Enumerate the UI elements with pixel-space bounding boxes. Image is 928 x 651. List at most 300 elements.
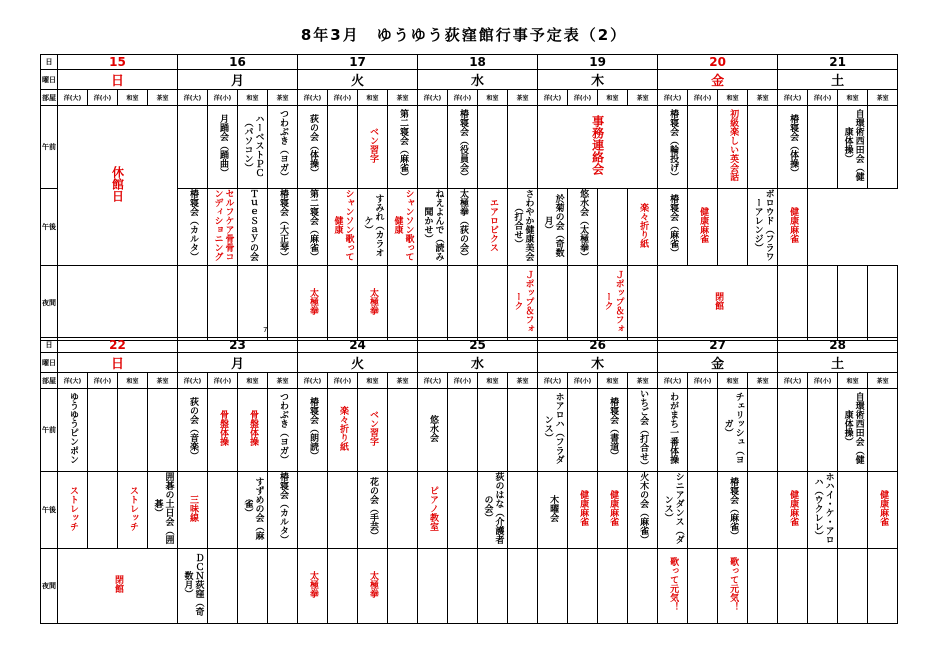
schedule-cell <box>778 189 808 266</box>
event-label: 椿寝会（大正琴） <box>278 189 289 261</box>
schedule-cell <box>748 389 778 472</box>
event-label: ホハイ・ケ・アロハ（ウクレレ） <box>812 472 834 544</box>
event-label: 健康麻雀 <box>788 207 799 243</box>
room-header: 茶室 <box>628 90 658 106</box>
room-header: 茶室 <box>388 90 418 106</box>
room-header: 茶室 <box>628 373 658 389</box>
schedule-cell <box>358 266 388 341</box>
schedule-cell <box>238 189 268 266</box>
event-label: ゆうゆうピンポン <box>68 392 78 464</box>
day-number: 21 <box>778 55 898 70</box>
room-header: 茶室 <box>388 373 418 389</box>
schedule-cell <box>58 106 178 266</box>
schedule-cell <box>838 266 868 341</box>
event-label: 楽々折り紙 <box>338 405 349 451</box>
weekday-label: 土 <box>778 70 898 90</box>
schedule-cell <box>478 189 508 266</box>
event-label: ピアノ教室 <box>428 485 439 531</box>
schedule-cell <box>208 266 238 341</box>
room-header: 和室 <box>358 90 388 106</box>
schedule-cell <box>508 106 538 189</box>
row-label: 部屋 <box>41 90 58 106</box>
event-label: わがまち一番体操 <box>668 392 679 464</box>
schedule-cell <box>298 106 328 189</box>
row-label: 部屋 <box>41 373 58 389</box>
event-label: ベン習字 <box>368 410 379 446</box>
schedule-cell <box>688 549 718 624</box>
row-label: 日 <box>41 338 58 353</box>
schedule-cell <box>418 266 448 341</box>
page-title: 8年3月 ゆうゆう荻窪館行事予定表（2） <box>300 26 628 44</box>
room-header: 茶室 <box>268 373 298 389</box>
weekday-label: 月 <box>178 353 298 373</box>
room-header: 洋(大) <box>538 90 568 106</box>
room-header: 和室 <box>238 373 268 389</box>
schedule-cell <box>568 549 598 624</box>
schedule-cell <box>778 389 808 472</box>
event-label: 椿寝会（カルタ） <box>188 189 199 261</box>
schedule-cell <box>688 189 718 266</box>
period-row <box>41 549 898 624</box>
period-row <box>41 472 898 549</box>
schedule-cell <box>538 389 568 472</box>
event-label: 三味線 <box>188 494 199 522</box>
event-label: 荻の会（体操） <box>308 113 319 177</box>
room-header: 洋(大) <box>778 373 808 389</box>
day-number: 23 <box>178 338 298 353</box>
event-label: ストレッチ <box>68 485 78 531</box>
schedule-cell <box>118 389 148 472</box>
weekday-label: 木 <box>538 70 658 90</box>
schedule-cell <box>838 389 868 472</box>
schedule-cell <box>508 266 538 341</box>
schedule-cell <box>208 106 238 189</box>
schedule-cell <box>208 389 238 472</box>
room-header: 洋(小) <box>448 373 478 389</box>
event-label: 健康麻雀 <box>698 207 709 243</box>
row-label: 夜間 <box>41 266 58 341</box>
event-label: 椿寝会（役員会） <box>458 109 469 181</box>
schedule-cell <box>808 472 838 549</box>
event-label: 木曜会 <box>548 494 559 522</box>
room-header: 洋(大) <box>658 373 688 389</box>
event-label: シニアダンス（ダンス） <box>662 472 684 544</box>
schedule-cell <box>568 472 598 549</box>
schedule-cell <box>448 189 478 266</box>
room-header: 茶室 <box>748 373 778 389</box>
schedule-cell <box>478 472 508 549</box>
schedule-cell <box>658 266 778 341</box>
schedule-cell <box>718 189 748 266</box>
room-header: 洋(大) <box>418 90 448 106</box>
schedule-cell <box>778 549 808 624</box>
day-number: 28 <box>778 338 898 353</box>
period-row <box>41 389 898 472</box>
room-header: 茶室 <box>868 90 898 106</box>
room-row <box>41 373 898 389</box>
schedule-cell <box>478 549 508 624</box>
event-label: 太極拳 <box>368 570 379 598</box>
schedule-cell <box>268 189 298 266</box>
schedule-cell <box>838 472 868 549</box>
room-header: 洋(小) <box>808 90 838 106</box>
row-label: 曜日 <box>41 70 58 90</box>
weekday-label: 水 <box>418 353 538 373</box>
schedule-cell <box>508 189 538 266</box>
row-label: 午後 <box>41 189 58 266</box>
day-row <box>41 55 898 70</box>
schedule-cell <box>178 472 208 549</box>
schedule-cell <box>538 549 568 624</box>
schedule-cell <box>268 106 298 189</box>
room-header: 和室 <box>238 90 268 106</box>
schedule-cell <box>598 189 628 266</box>
schedule-cell <box>328 549 358 624</box>
event-label: 健康麻雀 <box>608 490 619 526</box>
event-label: ストレッチ <box>128 485 138 531</box>
schedule-cell <box>808 106 838 189</box>
room-header: 洋(小) <box>448 90 478 106</box>
weekday-label: 月 <box>178 70 298 90</box>
row-label: 午前 <box>41 389 58 472</box>
schedule-cell <box>508 389 538 472</box>
event-label: 楽々折り紙 <box>638 202 649 248</box>
event-label: 健康麻雀 <box>878 490 889 526</box>
event-label: 第二寝会（麻雀） <box>398 109 409 181</box>
schedule-cell <box>418 472 448 549</box>
event-label: 椿寝会（カルタ） <box>278 472 289 544</box>
event-label: 花の会（手芸） <box>368 476 379 540</box>
room-header: 茶室 <box>148 90 178 106</box>
schedule-cell <box>328 266 358 341</box>
room-header: 洋(小) <box>808 373 838 389</box>
schedule-cell <box>868 106 898 189</box>
schedule-cell <box>628 266 658 341</box>
schedule-cell <box>688 472 718 549</box>
room-header: 茶室 <box>268 90 298 106</box>
event-label: 椿寝会（朗読） <box>308 396 319 460</box>
row-label: 夜間 <box>41 549 58 624</box>
room-header: 洋(小) <box>328 90 358 106</box>
event-label: 荻の会（音楽） <box>188 396 199 460</box>
schedule-cell <box>268 389 298 472</box>
event-label: 閉館 <box>113 575 123 593</box>
schedule-cell <box>448 266 478 341</box>
schedule-cell <box>778 106 808 189</box>
event-label: 骨盤体操 <box>248 410 259 446</box>
schedule-cell <box>358 389 388 472</box>
schedule-cell <box>748 549 778 624</box>
room-header: 洋(大) <box>58 90 88 106</box>
room-header: 和室 <box>358 373 388 389</box>
row-label: 午前 <box>41 106 58 189</box>
event-label: 椿寝会（麻雀） <box>728 476 739 540</box>
schedule-cell <box>148 472 178 549</box>
event-label: 骨盤体操 <box>218 410 229 446</box>
schedule-cell <box>388 266 418 341</box>
schedule-cell <box>208 472 238 549</box>
schedule-cell <box>628 389 658 472</box>
day-number: 15 <box>58 55 178 70</box>
room-header: 和室 <box>838 90 868 106</box>
room-header: 和室 <box>118 90 148 106</box>
period-row <box>41 266 898 341</box>
event-label: 健康麻雀 <box>788 490 799 526</box>
schedule-cell <box>298 266 328 341</box>
schedule-cell <box>388 106 418 189</box>
schedule-cell <box>598 472 628 549</box>
schedule-cell <box>778 472 808 549</box>
schedule-week-2 <box>40 337 898 624</box>
room-header: 茶室 <box>508 90 538 106</box>
row-label: 日 <box>41 55 58 70</box>
room-header: 和室 <box>598 90 628 106</box>
event-label: すみれ（カラオケ） <box>362 193 384 257</box>
day-number: 25 <box>418 338 538 353</box>
room-header: 洋(小) <box>688 373 718 389</box>
schedule-cell <box>238 472 268 549</box>
schedule-cell <box>868 389 898 472</box>
weekday-label: 水 <box>418 70 538 90</box>
day-number: 16 <box>178 55 298 70</box>
schedule-cell <box>388 549 418 624</box>
room-header: 洋(小) <box>568 373 598 389</box>
schedule-cell <box>448 389 478 472</box>
room-header: 洋(小) <box>568 90 598 106</box>
schedule-cell <box>508 549 538 624</box>
event-label: セルフケア骨骨コンディショニング <box>212 189 234 261</box>
schedule-cell <box>418 106 448 189</box>
schedule-cell <box>568 389 598 472</box>
event-label: 第二寝会（麻雀） <box>308 189 319 261</box>
schedule-cell <box>298 472 328 549</box>
schedule-cell <box>538 189 568 266</box>
event-label: すずめの会（麻雀） <box>242 476 264 540</box>
schedule-cell <box>178 189 208 266</box>
room-header: 洋(大) <box>418 373 448 389</box>
weekday-label: 土 <box>778 353 898 373</box>
schedule-cell <box>838 549 868 624</box>
schedule-cell <box>478 389 508 472</box>
schedule-cell <box>418 549 448 624</box>
schedule-cell <box>568 189 598 266</box>
event-label: さわやか健康美会（打合せ） <box>512 189 534 261</box>
weekday-label: 金 <box>658 70 778 90</box>
room-header: 茶室 <box>748 90 778 106</box>
schedule-cell <box>508 472 538 549</box>
room-header: 洋(小) <box>88 373 118 389</box>
schedule-cell <box>538 106 658 189</box>
schedule-cell <box>88 472 118 549</box>
event-label: 閉館 <box>713 292 724 310</box>
room-header: 洋(大) <box>298 373 328 389</box>
event-label: 太極拳 <box>368 287 379 315</box>
room-header: 洋(小) <box>88 90 118 106</box>
schedule-cell <box>328 389 358 472</box>
schedule-cell <box>658 389 688 472</box>
weekday-label: 金 <box>658 353 778 373</box>
period-row <box>41 106 898 189</box>
schedule-cell <box>598 549 628 624</box>
room-header: 和室 <box>838 373 868 389</box>
schedule-cell <box>598 266 628 341</box>
schedule-cell <box>628 549 658 624</box>
schedule-cell <box>148 389 178 472</box>
schedule-cell <box>778 266 808 341</box>
room-header: 和室 <box>718 90 748 106</box>
room-header: 和室 <box>118 373 148 389</box>
schedule-cell <box>448 106 478 189</box>
schedule-cell <box>538 266 568 341</box>
schedule-cell <box>448 549 478 624</box>
room-header: 和室 <box>478 373 508 389</box>
schedule-cell <box>868 266 898 341</box>
room-header: 和室 <box>718 373 748 389</box>
schedule-cell <box>718 389 748 472</box>
schedule-cell <box>868 549 898 624</box>
schedule-cell <box>238 266 268 341</box>
event-label: いちご会（打合せ） <box>638 389 649 470</box>
room-header: 洋(小) <box>328 373 358 389</box>
schedule-cell <box>538 472 568 549</box>
schedule-cell <box>118 472 148 549</box>
event-label: 悠水会 <box>428 414 439 442</box>
event-label: Ｊポップ＆フォーク <box>602 269 624 333</box>
event-label: 健康麻雀 <box>578 490 589 526</box>
schedule-cell <box>298 389 328 472</box>
event-label: 歌って元気！ <box>728 557 739 611</box>
schedule-cell <box>478 266 508 341</box>
event-label: 月踊会（踊曲） <box>218 113 229 177</box>
event-label: 太極拳（荻の会） <box>458 189 469 261</box>
room-header: 洋(大) <box>298 90 328 106</box>
schedule-cell <box>238 389 268 472</box>
schedule-cell <box>658 189 688 266</box>
schedule-cell <box>358 549 388 624</box>
weekday-label: 日 <box>58 70 178 90</box>
schedule-cell <box>358 189 388 266</box>
schedule-cell <box>328 106 358 189</box>
schedule-cell <box>178 389 208 472</box>
event-label: ＴｕｅＳａｙの会 <box>248 189 259 261</box>
room-header: 洋(小) <box>208 90 238 106</box>
event-label: ハーベストＰＣ（パソコン） <box>242 113 264 177</box>
event-label: 火木の会（麻雀） <box>638 472 649 544</box>
schedule-cell <box>808 389 838 472</box>
event-label: ボロウド（フラワーアレンジ） <box>752 189 774 261</box>
room-row <box>41 90 898 106</box>
schedule-cell <box>328 472 358 549</box>
schedule-cell <box>418 189 448 266</box>
weekday-row <box>41 70 898 90</box>
schedule-cell <box>268 549 298 624</box>
schedule-cell <box>58 549 178 624</box>
event-label: 椿寝会（書道） <box>608 396 619 460</box>
room-header: 茶室 <box>868 373 898 389</box>
day-number: 27 <box>658 338 778 353</box>
event-label: ＤＣＮ荻窪（奇数月） <box>182 552 204 616</box>
event-label: 悠水会（太極拳） <box>578 189 589 261</box>
event-label: ベン習字 <box>368 127 379 163</box>
day-number: 18 <box>418 55 538 70</box>
event-label: 於菊の会（奇数月） <box>542 193 564 257</box>
schedule-cell <box>568 266 598 341</box>
room-header: 茶室 <box>148 373 178 389</box>
schedule-cell <box>658 106 688 189</box>
event-label: 自環術西田会（健康体操） <box>842 109 864 181</box>
event-label: 太極拳 <box>308 287 319 315</box>
event-label: つわぶき（ヨガ） <box>278 392 289 464</box>
day-number: 22 <box>58 338 178 353</box>
room-header: 洋(大) <box>538 373 568 389</box>
event-label: エアロビクス <box>488 198 499 252</box>
event-label: つわぶき（ヨガ） <box>278 109 289 181</box>
event-label: 休館日 <box>110 165 125 202</box>
event-label: 歌って元気！ <box>668 557 679 611</box>
event-label: 椿寝会（麻雀） <box>668 193 679 257</box>
event-label: ホアロハ（フラダンス） <box>542 392 564 464</box>
schedule-cell <box>178 549 208 624</box>
schedule-cell <box>748 189 778 266</box>
schedule-cell <box>238 106 268 189</box>
room-header: 洋(小) <box>208 373 238 389</box>
event-label: 初級楽しい英会話 <box>728 109 739 181</box>
day-number: 24 <box>298 338 418 353</box>
event-label: 椿寝会（輪投げ） <box>668 109 679 181</box>
event-label: 事務連絡会 <box>590 115 605 175</box>
schedule-cell <box>388 389 418 472</box>
schedule-cell <box>88 389 118 472</box>
day-number: 26 <box>538 338 658 353</box>
schedule-cell <box>418 389 448 472</box>
schedule-cell <box>298 189 328 266</box>
event-label: チェリッシュ（ヨガ） <box>722 392 744 464</box>
day-number: 17 <box>298 55 418 70</box>
room-header: 洋(大) <box>178 373 208 389</box>
schedule-cell <box>628 189 658 266</box>
schedule-cell <box>178 266 208 341</box>
schedule-cell <box>688 389 718 472</box>
schedule-cell <box>718 472 748 549</box>
schedule-cell <box>208 549 238 624</box>
event-label: 自環術西田会（健康体操） <box>842 392 864 464</box>
day-number: 20 <box>658 55 778 70</box>
weekday-label: 日 <box>58 353 178 373</box>
schedule-cell <box>298 549 328 624</box>
weekday-label: 木 <box>538 353 658 373</box>
event-label: シャンソン歌って健康 <box>392 189 414 261</box>
event-label: 太極拳 <box>308 570 319 598</box>
schedule-cell <box>478 106 508 189</box>
schedule-cell <box>868 472 898 549</box>
schedule-cell <box>448 472 478 549</box>
room-header: 洋(大) <box>178 90 208 106</box>
room-header: 和室 <box>478 90 508 106</box>
schedule-cell <box>178 106 208 189</box>
weekday-label: 火 <box>298 353 418 373</box>
schedule-cell <box>808 266 838 341</box>
schedule-cell <box>718 549 748 624</box>
schedule-cell <box>838 106 868 189</box>
room-header: 洋(小) <box>688 90 718 106</box>
day-row <box>41 338 898 353</box>
weekday-row <box>41 353 898 373</box>
schedule-cell <box>268 266 298 341</box>
room-header: 茶室 <box>508 373 538 389</box>
schedule-cell <box>58 266 178 341</box>
schedule-cell <box>388 189 418 266</box>
schedule-cell <box>328 189 358 266</box>
